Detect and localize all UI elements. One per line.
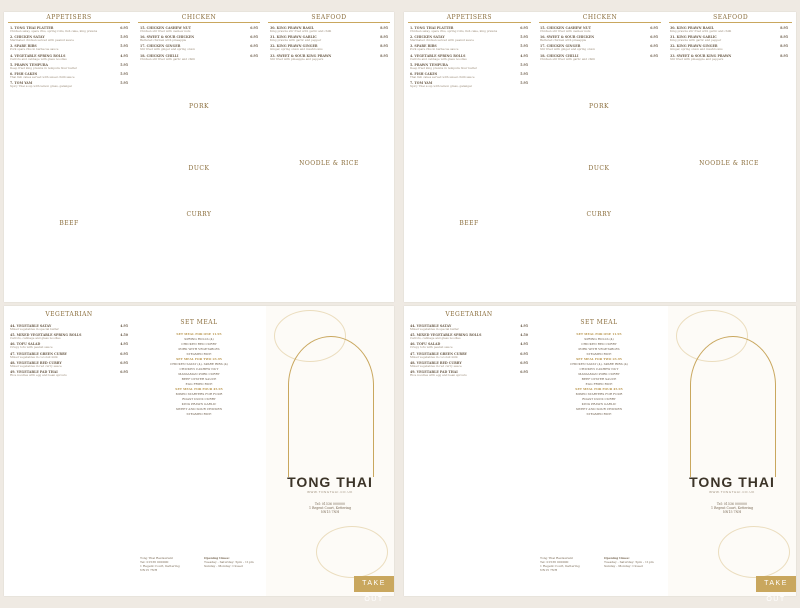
footer-phone-right: Tel: 01536 000000 xyxy=(540,560,569,564)
set-meal-item: CHICKEN SATAY (4), SPARE RIBS (4) xyxy=(570,362,628,366)
menu-item-price: 4.95 xyxy=(520,342,528,347)
menu-item-price: 4.50 xyxy=(120,333,128,338)
menu-item-name: 31. KING PRAWN GARLIC xyxy=(670,35,717,40)
menu-item-price: 6.95 xyxy=(120,360,128,365)
set-meal-list xyxy=(140,332,258,417)
set-meal-item: ROAST DUCK CURRY xyxy=(582,397,616,401)
ornament-bottom-icon xyxy=(316,526,388,578)
menu-item-desc: Carrots and cabbage with glass noodles xyxy=(410,56,467,61)
set-meal-title: SET MEAL FOR ONE 11.95 xyxy=(176,332,222,336)
menu-item-desc: Marinated chicken served with peanut sauce xyxy=(10,38,74,43)
menu-item-desc: Mixed vegetables in special batter xyxy=(410,327,459,331)
menu-item-name: 15. CHICKEN CASHEW NUT xyxy=(540,26,591,30)
set-meal-item: BEEF OYSTER SAUCE xyxy=(181,377,217,381)
menu-item-name: 47. VEGETABLE GREEN CURRY xyxy=(10,351,67,356)
menu-item-name: 16. SWEET & SOUR CHICKEN xyxy=(140,35,195,40)
set-meal-item: MIXED STARTERS FOR FOUR xyxy=(575,392,623,396)
heading-noodle-rice: NOODLE & RICE xyxy=(299,160,359,167)
appetisers-column-right xyxy=(410,26,528,90)
hours-title: Opening times: xyxy=(204,556,230,560)
cover-panel-right xyxy=(668,306,796,603)
menu-item-price: 8.95 xyxy=(780,35,788,40)
heading-set-meal: SET MEAL xyxy=(180,319,218,326)
menu-item-price: 8.95 xyxy=(380,53,388,58)
menu-item-desc: Stir fried with pineapple and peppers xyxy=(670,56,724,61)
menu-item-desc: Thai fish cakes served with sweet chilli sauce xyxy=(10,75,75,80)
menu-item-price: 8.95 xyxy=(380,26,388,30)
footer-street-right: 1 Regent Court, Kettering xyxy=(540,564,580,568)
set-meal-item: MASSAMAN PORK CURRY xyxy=(578,372,620,376)
menu-panel-right-top xyxy=(404,12,796,302)
menu-item-name: 48. VEGETABLE RED CURRY xyxy=(410,360,462,365)
heading-seafood: SEAFOOD xyxy=(268,14,390,23)
address-phone: Tel: 01536 000000 xyxy=(314,502,346,506)
footer-phone: Tel: 01536 000000 xyxy=(140,560,169,564)
menu-item-name: 47. VEGETABLE GREEN CURRY xyxy=(410,351,467,356)
menu-item-name: 32. KING PRAWN GINGER xyxy=(670,44,718,49)
set-meal-item: CHICKEN CASHEW NUT xyxy=(179,367,219,371)
menu-item-name: 45. MIXED VEGETABLE SPRING ROLLS xyxy=(10,333,82,338)
menu-item-price: 6.95 xyxy=(520,370,528,375)
seafood-column xyxy=(270,26,388,63)
menu-item-name: 18. CHICKEN CHILLI xyxy=(140,53,179,58)
set-meal-list-right xyxy=(540,332,658,417)
address-street: 1 Regent Court, Kettering xyxy=(308,506,352,510)
menu-item-price: 5.95 xyxy=(120,62,128,67)
heading-vegetarian-right: VEGETARIAN xyxy=(445,311,493,318)
heading-beef-right: BEEF xyxy=(459,220,479,227)
set-meal-item: STEAMED RICE xyxy=(586,412,612,416)
set-meal-item: CHICKEN CASHEW NUT xyxy=(579,367,619,371)
set-meal-item: PORK WITH VEGETABLES xyxy=(178,347,220,351)
menu-panel-right-bottom xyxy=(404,306,796,603)
menu-item-name: 46. TOFU SALAD xyxy=(10,342,41,347)
cover-address xyxy=(266,502,394,514)
menu-item-name: 30. KING PRAWN BASIL xyxy=(670,26,714,30)
menu-item-desc: Mixed vegetables in coconut milk xyxy=(10,354,58,359)
menu-item-desc: Chicken satay, spare ribs, spring rolls, fish cake, king prawns xyxy=(10,29,98,33)
menu-item-desc: Chicken satay, spare ribs, spring rolls, fish cake, king prawns xyxy=(410,29,498,33)
set-meal-title: SET MEAL FOR TWO 23.95 xyxy=(176,357,222,361)
vegetarian-column xyxy=(10,324,128,379)
chicken-column-right xyxy=(540,26,658,63)
set-meal-item: SPRING ROLLS (4) xyxy=(584,337,614,341)
set-meal-item: KING PRAWN GARLIC xyxy=(581,402,617,406)
menu-item-name: 16. SWEET & SOUR CHICKEN xyxy=(540,35,595,40)
menu-item-price: 6.95 xyxy=(650,26,658,30)
heading-chicken: CHICKEN xyxy=(138,14,260,23)
set-meal-item: STEAMED RICE xyxy=(186,352,212,356)
heading-curry: CURRY xyxy=(186,211,212,218)
heading-pork-right: PORK xyxy=(589,103,609,110)
address-street-right: 1 Regent Court, Kettering xyxy=(710,506,754,510)
menu-item-name: 5. PRAWN TEMPURA xyxy=(410,62,449,67)
set-meal-title: SET MEAL FOR FOUR 45.95 xyxy=(575,387,623,391)
footer-postcode-right: NN15 7NH xyxy=(540,568,558,572)
menu-item-desc: Carrots, cabbage and glass noodles xyxy=(410,336,461,341)
set-meal-item: SPRING ROLLS (4) xyxy=(184,337,214,341)
menu-item-desc: Chicken stir fried with garlic and chilli xyxy=(140,56,195,61)
menu-item-desc: Stir fried with ginger and spring onion xyxy=(540,47,595,52)
takeout-banner-right: TAKE OUT xyxy=(756,576,796,592)
menu-item-name: 4. VEGETABLE SPRING ROLLS xyxy=(410,53,466,58)
menu-item-desc: Mixed vegetables in red curry sauce xyxy=(410,363,462,368)
menu-item-name: 17. CHICKEN GINGER xyxy=(540,44,581,49)
menu-item-price: 5.95 xyxy=(120,35,128,40)
set-meal-item: MIXED STARTERS FOR FOUR xyxy=(175,392,223,396)
cover-address-right xyxy=(668,502,796,514)
menu-item-name: 7. TOM YAM xyxy=(410,81,433,86)
menu-item-price: 6.95 xyxy=(120,351,128,356)
menu-item-desc: Spicy Thai soup with lemon grass, galangal xyxy=(10,84,72,89)
menu-item-name: 48. VEGETABLE RED CURRY xyxy=(10,360,62,365)
address-postcode: NN15 7NH xyxy=(320,510,340,514)
menu-item-desc: Spicy Thai soup with lemon grass, galangal xyxy=(410,84,472,89)
footer-name-right: Tong Thai Restaurant xyxy=(540,556,573,560)
menu-item-price: 4.50 xyxy=(520,333,528,338)
menu-item-price: 5.95 xyxy=(520,72,528,77)
heading-pork: PORK xyxy=(189,103,209,110)
menu-item-price: 5.95 xyxy=(120,81,128,86)
address-postcode-right: NN15 7NH xyxy=(722,510,742,514)
hours-open: Tuesday - Saturday: 5pm - 11pm xyxy=(204,560,254,564)
footer-name: Tong Thai Restaurant xyxy=(140,556,173,560)
menu-item-desc: Pork spare ribs in barbecue sauce xyxy=(10,47,59,52)
menu-item-name: 6. FISH CAKES xyxy=(410,72,438,77)
brand-website: WWW.TONGTHAI.CO.UK xyxy=(307,490,353,494)
menu-headings xyxy=(4,14,394,23)
set-meal-item: EGG FRIED RICE xyxy=(185,382,213,386)
menu-item-desc: Marinated chicken served with peanut sauce xyxy=(410,38,474,43)
menu-panel-left-bottom xyxy=(4,306,394,603)
menu-item-desc: Battered chicken with pineapple xyxy=(540,38,587,43)
menu-item-name: 46. TOFU SALAD xyxy=(410,342,441,347)
set-meal-item: SWEET AND SOUR CHICKEN xyxy=(575,407,623,411)
menu-item-name: 5. PRAWN TEMPURA xyxy=(10,62,49,67)
footer-hours xyxy=(204,556,264,568)
set-meal-item: CHICKEN SATAY (4), SPARE RIBS (4) xyxy=(170,362,228,366)
hours-open-right: Tuesday - Saturday: 5pm - 11pm xyxy=(604,560,654,564)
hours-title-right: Opening times: xyxy=(604,556,630,560)
heading-appetisers: APPETISERS xyxy=(8,14,130,23)
footer-street: 1 Regent Court, Kettering xyxy=(140,564,180,568)
menu-item-desc: Mixed vegetables in special batter xyxy=(10,327,59,331)
heading-duck: DUCK xyxy=(188,165,210,172)
menu-item-price: 8.95 xyxy=(380,44,388,49)
menu-item-desc: Mixed vegetables in red curry sauce xyxy=(10,363,62,368)
footer-contact-right xyxy=(540,556,600,572)
menu-item-desc: Chicken stir fried with garlic and chilli xyxy=(540,56,595,61)
brand-logo xyxy=(266,474,394,494)
menu-item-name: 31. KING PRAWN GARLIC xyxy=(270,35,317,40)
menu-item-name: 49. VEGETABLE PAD THAI xyxy=(10,370,58,375)
menu-item-price: 6.95 xyxy=(250,44,258,49)
menu-item-price: 5.95 xyxy=(520,35,528,40)
menu-item-name: 4. VEGETABLE SPRING ROLLS xyxy=(10,53,66,58)
menu-item-desc: King prawns stir fried with garlic and chilli xyxy=(270,29,332,33)
menu-item-price: 8.95 xyxy=(380,35,388,40)
set-meal-item: EGG FRIED RICE xyxy=(585,382,613,386)
menu-headings-right xyxy=(404,14,796,23)
set-meal-item: CHICKEN RED CURRY xyxy=(181,342,217,346)
menu-item-desc: Ginger, spring onion and mushrooms xyxy=(670,47,723,52)
menu-item-name: 6. FISH CAKES xyxy=(10,72,38,77)
menu-item-price: 6.95 xyxy=(250,35,258,40)
hours-closed: Sunday - Monday: Closed xyxy=(204,564,243,568)
menu-item-name: 3. SPARE RIBS xyxy=(10,44,37,49)
set-meal-item: BEEF OYSTER SAUCE xyxy=(581,377,617,381)
menu-item-price: 6.95 xyxy=(250,26,258,30)
brand-name-right: TONG THAI xyxy=(689,474,775,490)
set-meal-item: SWEET AND SOUR CHICKEN xyxy=(175,407,223,411)
menu-item-name: 45. MIXED VEGETABLE SPRING ROLLS xyxy=(410,333,482,338)
vegetarian-column-right xyxy=(410,324,528,379)
menu-item-price: 4.95 xyxy=(120,53,128,58)
brand-logo-right xyxy=(668,474,796,494)
menu-item-price: 6.95 xyxy=(520,351,528,356)
menu-item-name: 30. KING PRAWN BASIL xyxy=(270,26,314,30)
menu-item-desc: Deep fried king prawns in tempura flour batter xyxy=(410,65,477,70)
arch-frame-icon xyxy=(288,336,374,477)
menu-item-name: 2. CHICKEN SATAY xyxy=(10,35,45,40)
chicken-column xyxy=(140,26,258,63)
footer-hours-right xyxy=(604,556,664,568)
seafood-column-right xyxy=(670,26,788,63)
menu-item-desc: Chicken stir fried with cashew nuts xyxy=(540,29,591,33)
menu-item-name: 33. SWEET & SOUR KING PRAWN xyxy=(670,53,732,58)
menu-item-name: 1. TONG THAI PLATTER xyxy=(410,26,454,30)
menu-item-price: 5.95 xyxy=(520,81,528,86)
menu-item-price: 5.95 xyxy=(120,44,128,49)
menu-item-price: 5.95 xyxy=(520,44,528,49)
set-meal-title: SET MEAL FOR TWO 23.95 xyxy=(576,357,622,361)
hours-closed-right: Sunday - Monday: Closed xyxy=(604,564,643,568)
menu-item-price: 6.95 xyxy=(250,53,258,58)
menu-item-price: 4.95 xyxy=(520,324,528,328)
heading-curry-right: CURRY xyxy=(586,211,612,218)
heading-noodle-rice-right: NOODLE & RICE xyxy=(699,160,759,167)
menu-item-price: 6.95 xyxy=(650,44,658,49)
menu-item-name: 2. CHICKEN SATAY xyxy=(410,35,445,40)
brand-website-right: WWW.TONGTHAI.CO.UK xyxy=(709,490,755,494)
menu-item-desc: Crispy tofu with peanut sauce xyxy=(10,345,53,350)
footer-postcode: NN15 7NH xyxy=(140,568,158,572)
menu-item-price: 6.95 xyxy=(650,53,658,58)
heading-chicken-right: CHICKEN xyxy=(539,14,662,23)
menu-item-name: 44. VEGETABLE SATAY xyxy=(410,324,452,328)
menu-panel-left-top xyxy=(4,12,394,302)
menu-item-desc: Carrots, cabbage and glass noodles xyxy=(10,336,61,341)
menu-item-price: 6.95 xyxy=(520,360,528,365)
heading-beef: BEEF xyxy=(59,220,79,227)
set-meal-title: SET MEAL FOR FOUR 45.95 xyxy=(175,387,223,391)
menu-item-desc: King prawns with garlic and pepper xyxy=(670,38,722,43)
menu-item-desc: Chicken stir fried with cashew nuts xyxy=(140,29,191,33)
set-meal-item: PORK WITH VEGETABLES xyxy=(578,347,620,351)
menu-item-desc: Stir fried with pineapple and peppers xyxy=(270,56,324,61)
menu-item-name: 33. SWEET & SOUR KING PRAWN xyxy=(270,53,332,58)
menu-item-desc: Carrots and cabbage with glass noodles xyxy=(10,56,67,61)
set-meal-title: SET MEAL FOR ONE 11.95 xyxy=(576,332,622,336)
menu-item-desc: Thai fish cakes served with sweet chilli sauce xyxy=(410,75,475,80)
menu-item-price: 6.95 xyxy=(520,26,528,30)
menu-item-name: 1. TONG THAI PLATTER xyxy=(10,26,54,30)
menu-item-price: 4.95 xyxy=(120,324,128,328)
heading-seafood-right: SEAFOOD xyxy=(669,14,792,23)
heading-vegetarian: VEGETARIAN xyxy=(45,311,93,318)
menu-item-desc: King prawns stir fried with garlic and chilli xyxy=(670,29,732,33)
menu-item-name: 17. CHICKEN GINGER xyxy=(140,44,181,49)
menu-item-desc: Mixed vegetables in coconut milk xyxy=(410,354,458,359)
brand-name: TONG THAI xyxy=(287,474,373,490)
set-meal-item: MASSAMAN PORK CURRY xyxy=(178,372,220,376)
set-meal-item: KING PRAWN GARLIC xyxy=(181,402,217,406)
menu-item-desc: Rice noodles with egg and bean sprouts xyxy=(410,373,467,378)
menu-item-price: 8.95 xyxy=(780,53,788,58)
menu-item-name: 7. TOM YAM xyxy=(10,81,33,86)
menu-item-price: 6.95 xyxy=(120,370,128,375)
menu-item-desc: Crispy tofu with peanut sauce xyxy=(410,345,453,350)
appetisers-column xyxy=(10,26,128,90)
menu-item-price: 8.95 xyxy=(780,26,788,30)
set-meal-item: STEAMED RICE xyxy=(586,352,612,356)
menu-item-name: 18. CHICKEN CHILLI xyxy=(540,53,579,58)
set-meal-item: STEAMED RICE xyxy=(186,412,212,416)
menu-item-price: 5.95 xyxy=(120,72,128,77)
menu-item-price: 6.95 xyxy=(650,35,658,40)
menu-item-desc: Ginger, spring onion and mushrooms xyxy=(270,47,323,52)
menu-item-desc: Stir fried with ginger and spring onion xyxy=(140,47,195,52)
menu-item-price: 5.95 xyxy=(520,62,528,67)
menu-item-desc: King prawns with garlic and pepper xyxy=(270,38,322,43)
footer-contact xyxy=(140,556,200,572)
set-meal-item: CHICKEN RED CURRY xyxy=(581,342,617,346)
menu-item-name: 49. VEGETABLE PAD THAI xyxy=(410,370,458,375)
ornament-bottom-icon-right xyxy=(718,526,790,578)
menu-item-price: 6.95 xyxy=(120,26,128,30)
menu-item-price: 4.95 xyxy=(520,53,528,58)
heading-appetisers-right: APPETISERS xyxy=(408,14,531,23)
cover-panel xyxy=(266,306,394,603)
menu-item-desc: Deep fried king prawns in tempura flour batter xyxy=(10,65,77,70)
menu-item-name: 44. VEGETABLE SATAY xyxy=(10,324,52,328)
menu-item-name: 3. SPARE RIBS xyxy=(410,44,437,49)
menu-item-name: 32. KING PRAWN GINGER xyxy=(270,44,318,49)
heading-duck-right: DUCK xyxy=(588,165,610,172)
address-phone-right: Tel: 01536 000000 xyxy=(716,502,748,506)
menu-item-desc: Pork spare ribs in barbecue sauce xyxy=(410,47,459,52)
set-meal-item: ROAST DUCK CURRY xyxy=(182,397,216,401)
menu-item-price: 4.95 xyxy=(120,342,128,347)
menu-item-name: 15. CHICKEN CASHEW NUT xyxy=(140,26,191,30)
takeout-banner: TAKE OUT xyxy=(354,576,394,592)
arch-frame-icon-right xyxy=(690,336,776,477)
heading-set-meal-right: SET MEAL xyxy=(580,319,618,326)
menu-item-desc: Battered chicken with pineapple xyxy=(140,38,187,43)
menu-item-desc: Rice noodles with egg and bean sprouts xyxy=(10,373,67,378)
menu-item-price: 8.95 xyxy=(780,44,788,49)
